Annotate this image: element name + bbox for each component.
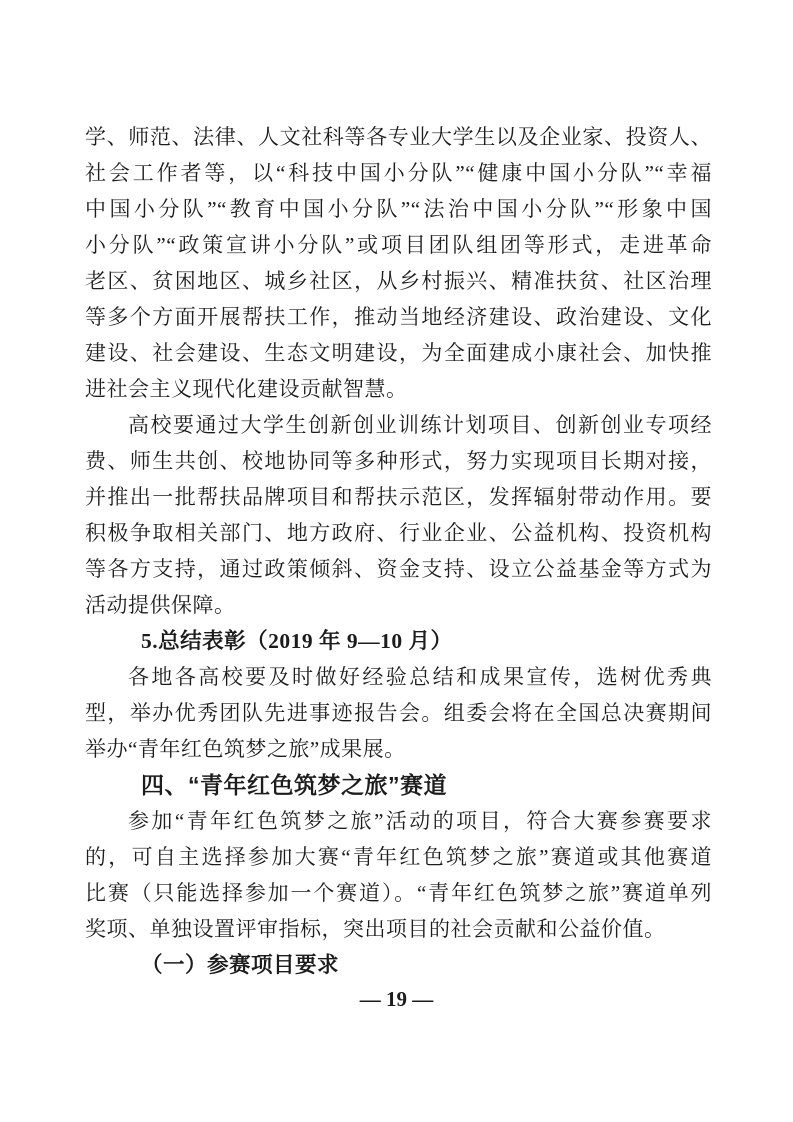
body-line: 学、师范、法律、人文社科等各专业大学生以及企业家、投资人、: [85, 125, 712, 149]
body-line: 建设、社会建设、生态文明建设，为全面建成小康社会、加快推: [85, 341, 712, 365]
body-line: 社会工作者等，以“科技中国小分队”“健康中国小分队”“幸福: [85, 161, 712, 185]
body-line: 小分队”“政策宣讲小分队”或项目团队组团等形式，走进革命: [85, 233, 712, 257]
body-line: 各地各高校要及时做好经验总结和成果宣传，选树优秀典: [128, 665, 712, 689]
heading-subsection-entry-requirements: （一）参赛项目要求: [141, 953, 340, 977]
body-line: 费、师生共创、校地协同等多种形式，努力实现项目长期对接，: [85, 449, 712, 473]
document-body: [85, 119, 712, 983]
body-line: 参加“青年红色筑梦之旅”活动的项目，符合大赛参赛要求: [128, 809, 712, 833]
body-line: 比赛（只能选择参加一个赛道）。“青年红色筑梦之旅”赛道单列: [85, 881, 712, 905]
body-line: 的，可自主选择参加大赛“青年红色筑梦之旅”赛道或其他赛道: [85, 845, 712, 869]
heading-summary-recognition: 5.总结表彰（2019 年 9—10 月）: [141, 629, 453, 653]
body-line: 老区、贫困地区、城乡社区，从乡村振兴、精准扶贫、社区治理: [85, 269, 712, 293]
body-line: 中国小分队”“教育中国小分队”“法治中国小分队”“形象中国: [85, 197, 712, 221]
page-number: — 19 —: [359, 987, 434, 1011]
body-line: 积极争取相关部门、地方政府、行业企业、公益机构、投资机构: [85, 521, 712, 545]
body-line: 举办“青年红色筑梦之旅”成果展。: [85, 737, 406, 761]
body-line: 等多个方面开展帮扶工作，推动当地经济建设、政治建设、文化: [85, 305, 712, 329]
body-line: 高校要通过大学生创新创业训练计划项目、创新创业专项经: [128, 413, 712, 437]
body-line: 奖项、单独设置评审指标，突出项目的社会贡献和公益价值。: [85, 917, 666, 941]
heading-section-four: 四、“青年红色筑梦之旅”赛道: [141, 772, 447, 798]
body-line: 型，举办优秀团队先进事迹报告会。组委会将在全国总决赛期间: [85, 701, 712, 725]
body-line: 等各方支持，通过政策倾斜、资金支持、设立公益基金等方式为: [85, 557, 712, 581]
body-line: 进社会主义现代化建设贡献智慧。: [85, 377, 408, 401]
body-line: 活动提供保障。: [85, 593, 236, 617]
body-line: 并推出一批帮扶品牌项目和帮扶示范区，发挥辐射带动作用。要: [85, 485, 712, 509]
